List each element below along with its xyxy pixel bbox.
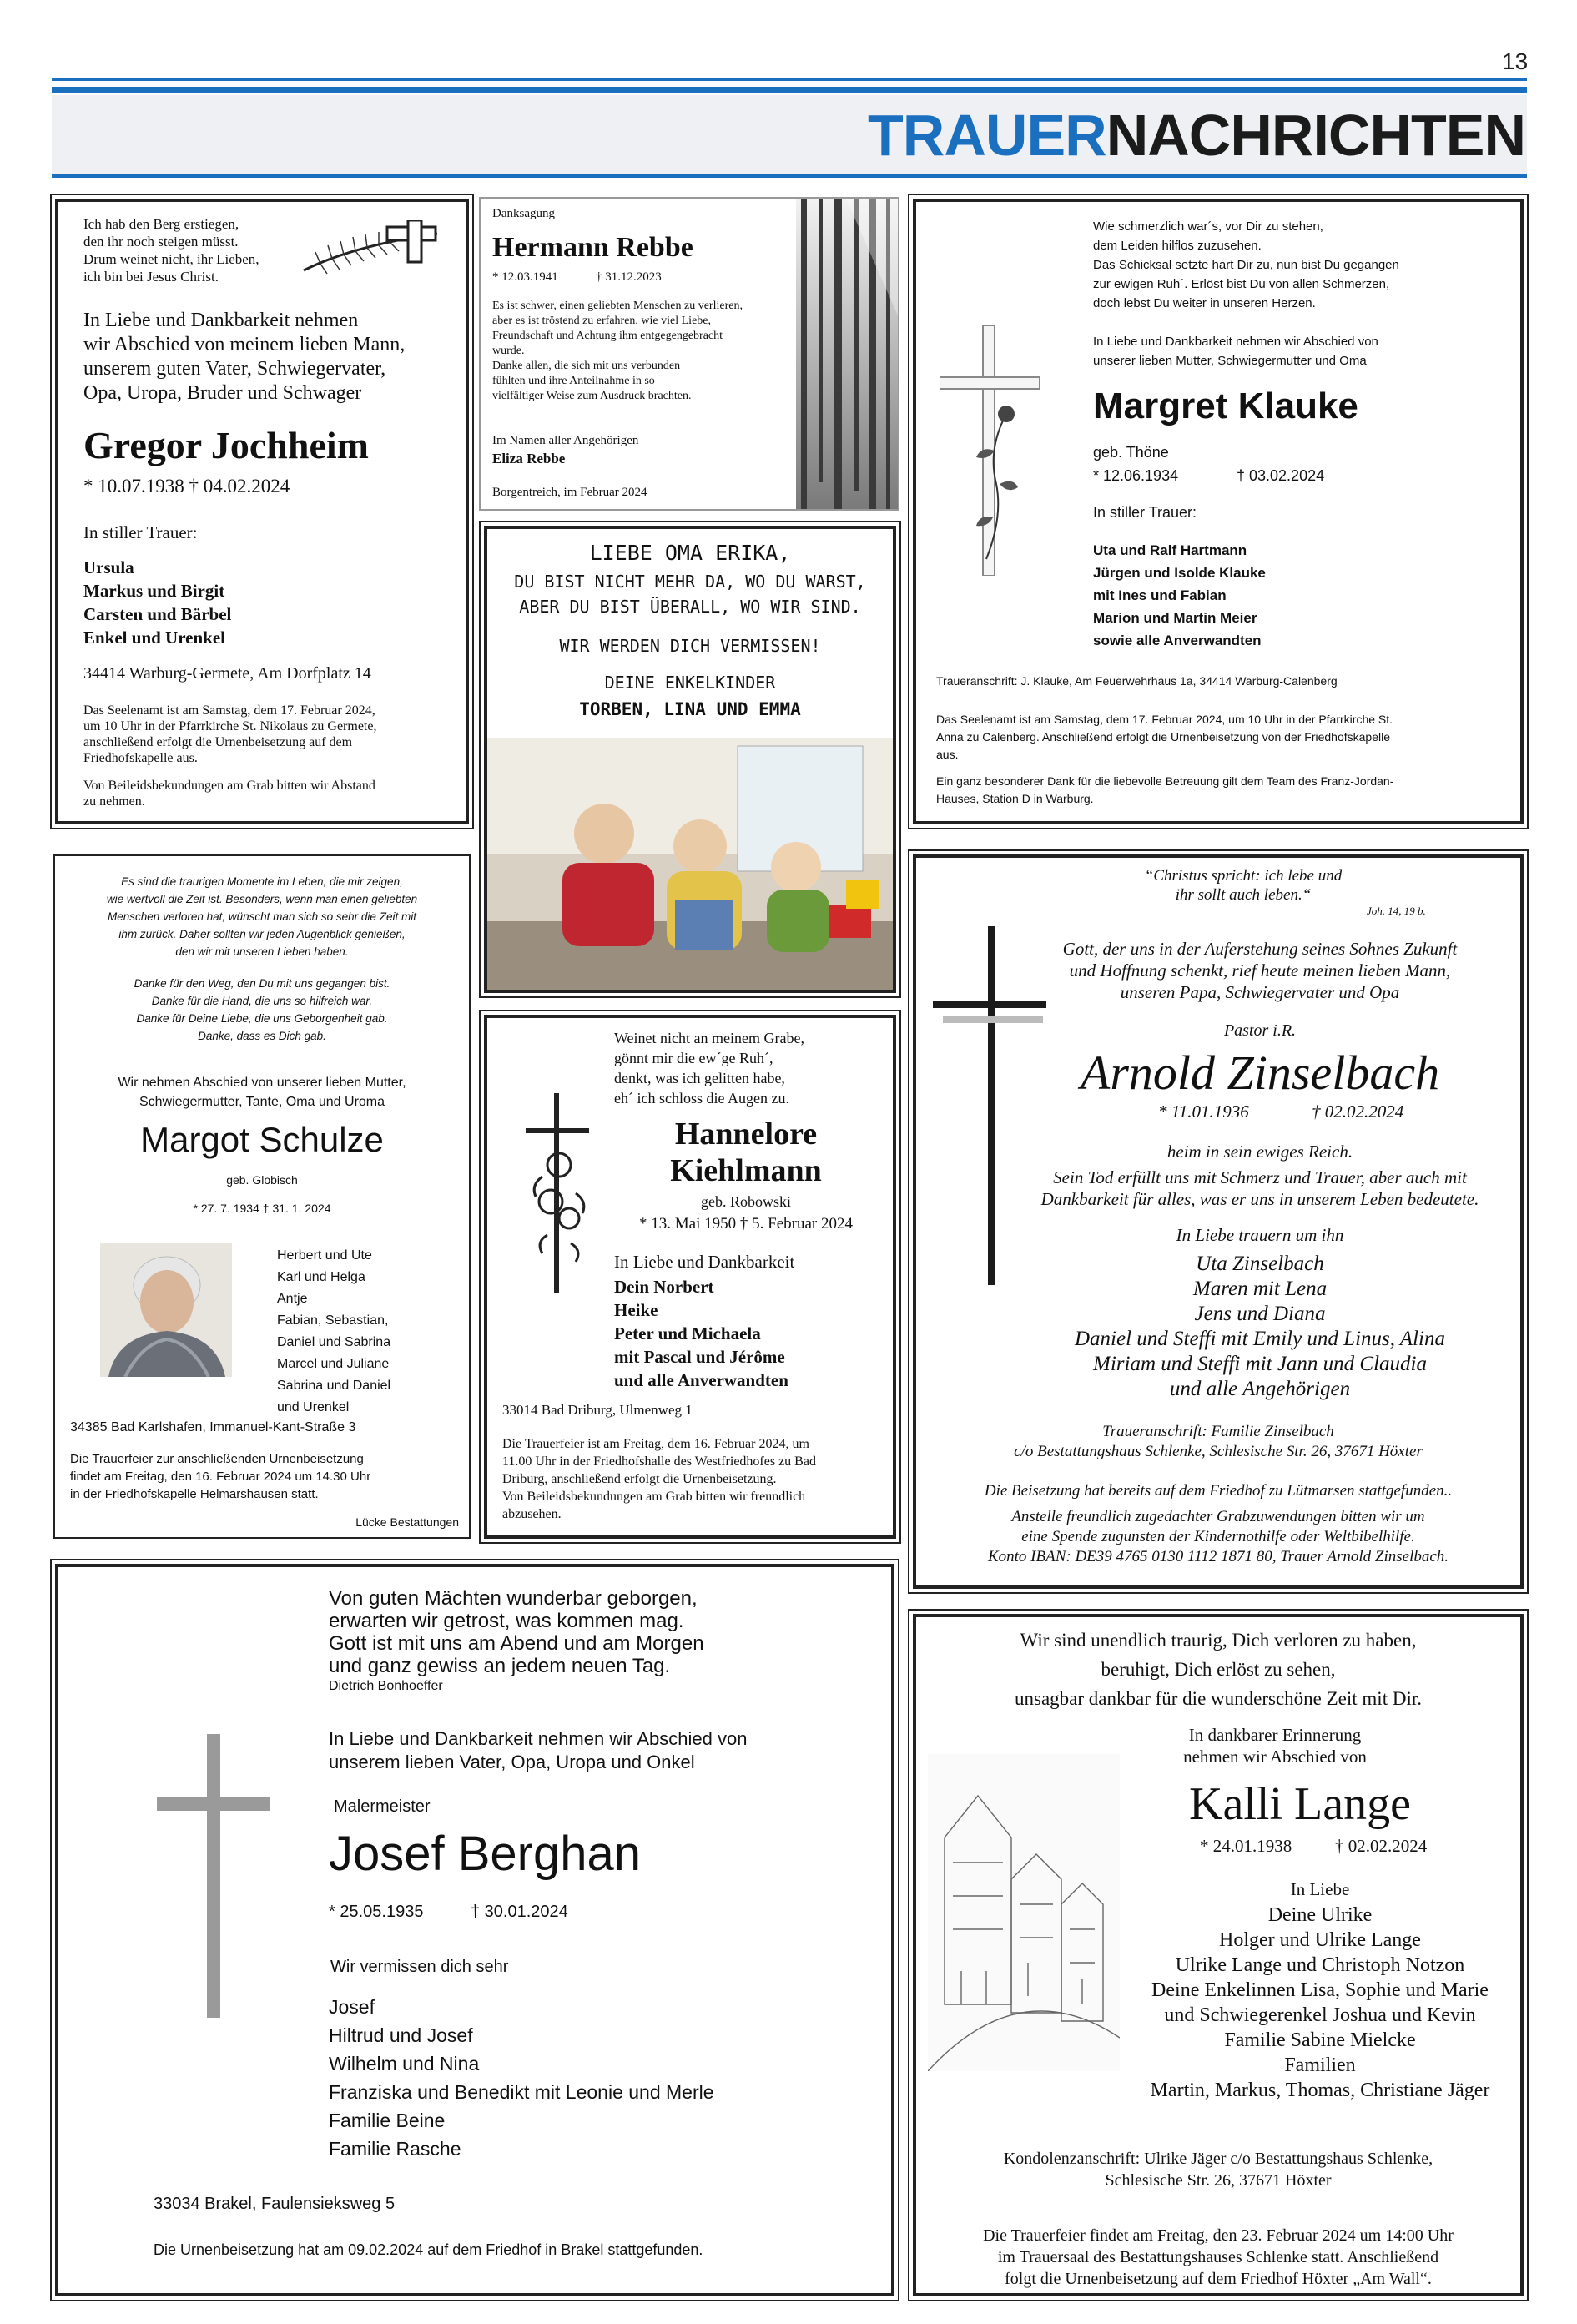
rebbe-label: Danksagung bbox=[492, 207, 555, 220]
kiehlmann-poem: Weinet nicht an meinem Grabe, gönnt mir die ew´ge Ruh´, denkt, was ich gelitten habe, eh´ ich schloss die Augen zu. bbox=[614, 1030, 804, 1107]
kiehlmann-intro: In Liebe und Dankbarkeit bbox=[614, 1252, 795, 1272]
schulze-poem2: Danke für den Weg, den Du mit uns gegangen bist. Danke für die Hand, die uns so hilfreich war. Danke für Deine Liebe, die uns Geborgenheit gab. Danke, dass es Dich gab. bbox=[134, 977, 390, 1042]
lange-family: Deine Ulrike Holger und Ulrike Lange Ulrike Lange und Christoph Notzon Deine Enkelinnen Lisa, Sophie und Marie und Schwiegerenkel Joshua und Kevin Familie Sabine Mielcke Familien Martin, Markus, Thomas, Christiane Jäger bbox=[1150, 1904, 1490, 2101]
rebbe-death: † 31.12.2023 bbox=[596, 270, 662, 284]
page-number: 13 bbox=[1502, 48, 1529, 74]
title-part-a: TRAUER bbox=[868, 103, 1106, 168]
berghan-family: Josef Hiltrud und Josef Wilhelm und Nina Franziska und Benedikt mit Leonie und Merle Familie Beine Familie Rasche bbox=[329, 1996, 714, 2160]
cross-palm-icon bbox=[295, 220, 454, 287]
jochheim-poem: Ich hab den Berg erstiegen, den ihr noch steigen müsst. Drum weinet nicht, ihr Lieben, ich bin bei Jesus Christ. bbox=[83, 216, 259, 285]
klauke-family: Uta und Ralf Hartmann Jürgen und Isolde Klauke mit Ines und Fabian Marion und Martin Meier sowie alle Anverwandten bbox=[1093, 542, 1266, 648]
lange-address: Kondolenzanschrift: Ulrike Jäger c/o Bestattungshaus Schlenke, Schlesische Str. 26, 37671 Höxter bbox=[1003, 2150, 1433, 2190]
schulze-address: 34385 Bad Karlshafen, Immanuel-Kant-Straße 3 bbox=[70, 1420, 356, 1434]
klauke-service: Das Seelenamt ist am Samstag, dem 17. Februar 2024, um 10 Uhr in der Pfarrkirche St. Anna zu Calenberg. Anschließend erfolgt die Urnenbeisetzung von der Friedhofskapelle aus. bbox=[936, 713, 1393, 761]
erika-line4: DEINE ENKELKINDER bbox=[604, 673, 776, 693]
obituary-rebbe bbox=[479, 197, 899, 511]
cross-vertical bbox=[988, 926, 995, 1285]
jochheim-intro: In Liebe und Dankbarkeit nehmen wir Abschied von meinem lieben Mann, unserem guten Vater, Schwiegervater, Opa, Uropa, Bruder und Schwager bbox=[83, 310, 406, 404]
zinselbach-donation: Anstelle freundlich zugedachter Grabzuwendungen bitten wir um eine Spende zugunsten der Kindernothilfe oder Weltbibelhilfe. Konto IBAN: DE39 4765 0130 1112 1871 80, Trauer Arnold Zinselbach. bbox=[987, 1508, 1449, 1565]
klauke-thanks: Ein ganz besonderer Dank für die liebevolle Betreuung gilt dem Team des Franz-Jordan- Hauses, Station D in Warburg. bbox=[936, 774, 1394, 805]
erika-line1: LIEBE OMA ERIKA, bbox=[589, 541, 791, 565]
zinselbach-intro: Gott, der uns in der Auferstehung seines Sohnes Zukunft und Hoffnung schenkt, rief heute meinen lieben Mann, unseren Papa, Schwiegervater und Opa bbox=[1062, 939, 1458, 1002]
schulze-born-name: geb. Globisch bbox=[226, 1173, 298, 1187]
berghan-burial: Die Urnenbeisetzung hat am 09.02.2024 auf dem Friedhof in Brakel stattgefunden. bbox=[154, 2241, 703, 2258]
lange-intro: In dankbarer Erinnerung nehmen wir Abschied von bbox=[1183, 1725, 1367, 1767]
obituary-zinselbach bbox=[913, 854, 1524, 1589]
portrait-photo bbox=[100, 1243, 232, 1377]
lange-love: In Liebe bbox=[1290, 1879, 1350, 1899]
erika-line3: WIR WERDEN DICH VERMISSEN! bbox=[559, 636, 821, 656]
kiehlmann-dates: * 13. Mai 1950 † 5. Februar 2024 bbox=[639, 1215, 853, 1233]
rebbe-birth: * 12.03.1941 bbox=[492, 270, 558, 284]
lange-service: Die Trauerfeier findet am Freitag, den 23. Februar 2024 um 14:00 Uhr im Trauersaal des Bestattungshauses Schlenke statt. Anschließend folgt die Urnenbeisetzung auf dem Friedhof Höxter „Am Wall“. bbox=[983, 2226, 1454, 2288]
lange-death: † 02.02.2024 bbox=[1335, 1836, 1428, 1856]
klauke-mourning: In stiller Trauer: bbox=[1093, 504, 1197, 521]
zinselbach-name: Arnold Zinselbach bbox=[1080, 1046, 1440, 1100]
children-photo bbox=[487, 738, 893, 990]
schulze-undertaker: Lücke Bestattungen bbox=[355, 1515, 459, 1529]
klauke-name: Margret Klauke bbox=[1093, 386, 1358, 426]
zinselbach-death: † 02.02.2024 bbox=[1312, 1102, 1404, 1122]
zinselbach-burial: Die Beisetzung hat bereits auf dem Friedhof zu Lütmarsen stattgefunden.. bbox=[984, 1482, 1453, 1500]
zinselbach-family: Uta Zinselbach Maren mit Lena Jens und Diana Daniel und Steffi mit Emily und Linus, Alina Miriam und Steffi mit Jann und Claudia und alle Angehörigen bbox=[1075, 1253, 1445, 1400]
schulze-intro: Wir nehmen Abschied von unserer lieben Mutter, Schwiegermutter, Tante, Oma und Uroma bbox=[118, 1076, 406, 1109]
kiehlmann-service: Die Trauerfeier ist am Freitag, dem 16. Februar 2024, um 11.00 Uhr in der Friedhofshalle des Westfriedhofes zu Bad Driburg, anschließend erfolgt die Urnenbeisetzung. Von Beileidsbekundungen am Grab bitten wir freundlich abzusehen. bbox=[502, 1437, 816, 1521]
berghan-author: Dietrich Bonhoeffer bbox=[329, 1679, 443, 1693]
rebbe-place: Borgentreich, im Februar 2024 bbox=[492, 486, 647, 499]
klauke-born-name: geb. Thöne bbox=[1093, 444, 1169, 461]
berghan-address: 33034 Brakel, Faulensieksweg 5 bbox=[154, 2195, 396, 2213]
zinselbach-quote: “Christus spricht: ich lebe und ihr sollt auch leben.“ bbox=[1144, 867, 1343, 904]
forest-photo bbox=[796, 199, 898, 509]
schulze-dates: * 27. 7. 1934 † 31. 1. 2024 bbox=[193, 1202, 331, 1215]
rebbe-text: Es ist schwer, einen geliebten Menschen zu verlieren, aber es ist tröstend zu erfahren, wie viel Liebe, Freundschaft und Achtung ihm entgegengebracht wurde. Danke allen, die sich mit uns verbunden fühlten und ihre Anteilnahme in so vielfältiger Weise zum Ausdruck brachten. bbox=[492, 300, 743, 402]
zinselbach-ref: Joh. 14, 19 b. bbox=[1367, 905, 1426, 917]
erika-line2: DU BIST NICHT MEHR DA, WO DU WARST, ABER DU BIST ÜBERALL, WO WIR SIND. bbox=[514, 572, 866, 617]
klauke-birth: * 12.06.1934 bbox=[1093, 467, 1179, 484]
berghan-title: Malermeister bbox=[334, 1797, 431, 1816]
lange-birth: * 24.01.1938 bbox=[1200, 1836, 1292, 1856]
rebbe-text-panel bbox=[481, 199, 796, 509]
obituary-jochheim bbox=[55, 199, 469, 824]
rebbe-name: Hermann Rebbe bbox=[492, 232, 693, 263]
berghan-poem: Von guten Mächten wunderbar geborgen, erwarten wir getrost, was kommen mag. Gott ist mit uns am Abend und am Morgen und ganz gewiss an jedem neuen Tag. bbox=[329, 1587, 704, 1677]
town-sketch bbox=[928, 1754, 1120, 2071]
obituary-erika bbox=[484, 526, 896, 993]
header-rule-top bbox=[52, 78, 1527, 81]
kiehlmann-name2: Kiehlmann bbox=[670, 1153, 822, 1188]
kiehlmann-name1: Hannelore bbox=[674, 1117, 818, 1152]
zinselbach-title: Pastor i.R. bbox=[1223, 1021, 1297, 1040]
schulze-service: Die Trauerfeier zur anschließenden Urnenbeisetzung findet am Freitag, den 16. Februar 2024 um 14.30 Uhr in der Friedhofskapelle Helmarshausen statt. bbox=[70, 1452, 371, 1501]
header-rule-thick bbox=[52, 87, 1527, 93]
jochheim-name: Gregor Jochheim bbox=[83, 424, 369, 466]
zinselbach-birth: * 11.01.1936 bbox=[1158, 1102, 1249, 1122]
jochheim-service: Das Seelenamt ist am Samstag, dem 17. Februar 2024, um 10 Uhr in der Pfarrkirche St. Nikolaus zu Germete, anschließend erfolgt die Urnenbeisetzung auf dem Friedhofskapelle aus. bbox=[83, 703, 377, 765]
zinselbach-mourning: In Liebe trauern um ihn bbox=[1176, 1225, 1344, 1245]
obituary-schulze bbox=[53, 854, 471, 1539]
jochheim-note: Von Beileidsbekundungen am Grab bitten wir Abstand zu nehmen. bbox=[83, 779, 375, 809]
obituary-berghan bbox=[55, 1564, 894, 2296]
kiehlmann-born-name: geb. Robowski bbox=[701, 1193, 791, 1210]
jochheim-dates: * 10.07.1938 † 04.02.2024 bbox=[83, 476, 290, 497]
obituary-kiehlmann bbox=[484, 1015, 896, 1539]
jochheim-address: 34414 Warburg-Germete, Am Dorfplatz 14 bbox=[83, 664, 371, 683]
zinselbach-home: heim in sein ewiges Reich. bbox=[1166, 1142, 1353, 1162]
klauke-intro: In Liebe und Dankbarkeit nehmen wir Abschied von unserer lieben Mutter, Schwiegermutter und Oma bbox=[1093, 335, 1378, 368]
schulze-family: Herbert und Ute Karl und Helga Antje Fabian, Sebastian, Daniel und Sabrina Marcel und Juliane Sabrina und Daniel und Urenkel bbox=[277, 1248, 391, 1414]
title-part-b: NACHRICHTEN bbox=[1106, 103, 1525, 168]
obituary-klauke bbox=[913, 199, 1524, 824]
lange-name: Kalli Lange bbox=[1189, 1778, 1411, 1830]
zinselbach-text: Sein Tod erfüllt uns mit Schmerz und Trauer, aber auch mit Dankbarkeit für alles, was er uns in unserem Leben bedeutete. bbox=[1040, 1167, 1479, 1209]
cross-horizontal bbox=[157, 1797, 270, 1811]
schulze-name: Margot Schulze bbox=[140, 1120, 384, 1159]
kiehlmann-address: 33014 Bad Driburg, Ulmenweg 1 bbox=[502, 1402, 693, 1418]
page-title bbox=[868, 98, 1525, 172]
rebbe-signer: Eliza Rebbe bbox=[492, 451, 566, 466]
berghan-birth: * 25.05.1935 bbox=[329, 1903, 424, 1921]
berghan-miss: Wir vermissen dich sehr bbox=[330, 1958, 509, 1976]
jochheim-mourning: In stiller Trauer: bbox=[83, 522, 198, 542]
klauke-poem: Wie schmerzlich war´s, vor Dir zu stehen, dem Leiden hilflos zuzusehen. Das Schicksal setzte hart Dir zu, nun bist Du gegangen zur ewigen Ruh´. Erlöst bist Du von allen Schmerzen, doch lebst Du weiter in unseren Herzen. bbox=[1093, 219, 1399, 310]
obituary-lange bbox=[913, 1614, 1524, 2296]
klauke-address: Traueranschrift: J. Klauke, Am Feuerwehrhaus 1a, 34414 Warburg-Calenberg bbox=[936, 674, 1338, 688]
cross-vertical bbox=[207, 1734, 220, 2018]
cross-rose-icon bbox=[517, 1093, 601, 1293]
header-rule-bottom bbox=[52, 174, 1527, 178]
berghan-death: † 30.01.2024 bbox=[471, 1903, 568, 1921]
kiehlmann-family: Dein Norbert Heike Peter und Michaela mit Pascal und Jérôme und alle Anverwandten bbox=[614, 1277, 788, 1390]
erika-line5: TORBEN, LINA UND EMMA bbox=[579, 699, 801, 719]
zinselbach-address: Traueranschrift: Familie Zinselbach c/o Bestattungshaus Schlenke, Schlesische Str. 26, 37671 Höxter bbox=[1014, 1423, 1423, 1460]
rebbe-signoff: Im Namen aller Angehörigen bbox=[492, 434, 639, 447]
cross-rose-icon bbox=[940, 325, 1040, 576]
schulze-poem: Es sind die traurigen Momente im Leben, die mir zeigen, wie wertvoll die Zeit ist. Besonders, wenn man einen geliebten Menschen verloren hat, wünscht man sich so sehr die Zeit mit ihm zurück. Daher sollten wir jeden Augenblick genießen, den wir mit unseren Lieben haben. bbox=[106, 875, 418, 958]
jochheim-family: Ursula Markus und Birgit Carsten und Bärbel Enkel und Urenkel bbox=[83, 557, 232, 648]
berghan-intro: In Liebe und Dankbarkeit nehmen wir Abschied von unserem lieben Vater, Opa, Uropa und Onkel bbox=[329, 1728, 748, 1772]
lange-poem: Wir sind unendlich traurig, Dich verloren zu haben, beruhigt, Dich erlöst zu sehen, unsagbar dankbar für die wunderschöne Zeit mit Dir. bbox=[1015, 1630, 1422, 1709]
klauke-death: † 03.02.2024 bbox=[1237, 467, 1325, 484]
berghan-name: Josef Berghan bbox=[329, 1827, 642, 1881]
